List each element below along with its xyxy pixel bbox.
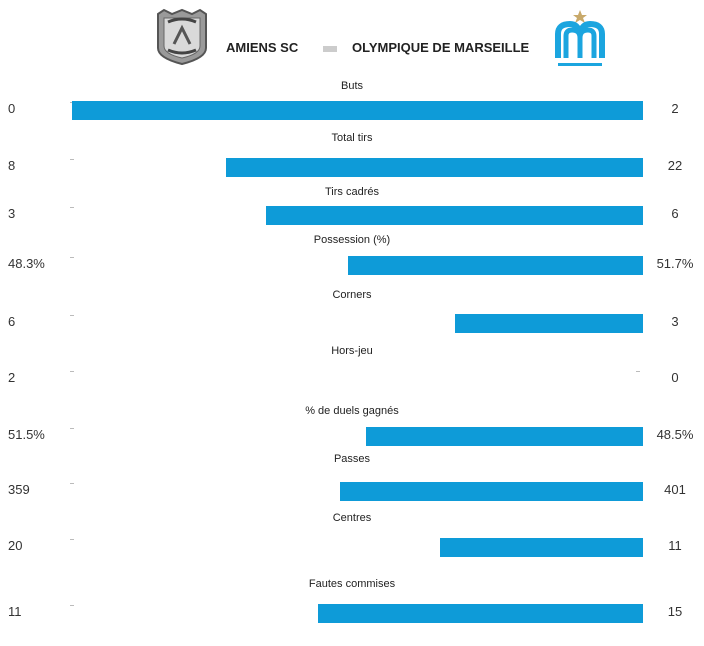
stat-7-home-value: 359 xyxy=(8,482,30,497)
stat-9-label: Fautes commises xyxy=(308,578,396,590)
stat-2-label: Tirs cadrés xyxy=(325,186,379,198)
stat-8-label: Centres xyxy=(332,512,372,524)
stat-8-away-value: 11 xyxy=(668,538,682,553)
stat-1-tick xyxy=(70,159,74,160)
stat-0-away-bar xyxy=(72,101,643,120)
stat-5-away-tick xyxy=(636,371,640,372)
stat-6-tick xyxy=(70,428,74,429)
stat-4-home-value: 6 xyxy=(8,314,16,329)
stat-1-away-value: 22 xyxy=(667,158,683,173)
stat-3-home-value: 48.3% xyxy=(8,256,45,271)
stat-3-away-bar xyxy=(348,256,643,275)
stat-7-tick xyxy=(70,483,74,484)
stat-1-label: Total tirs xyxy=(331,132,373,144)
stat-5-away-value: 0 xyxy=(671,370,679,385)
stat-0-home-value: 0 xyxy=(8,101,16,116)
stat-1-away-bar xyxy=(226,158,643,177)
stat-5-home-value: 2 xyxy=(8,370,16,385)
away-team-name: OLYMPIQUE DE MARSEILLE xyxy=(352,40,530,55)
stat-3-tick xyxy=(70,257,74,258)
stat-5-tick xyxy=(70,371,74,372)
stat-4-away-bar xyxy=(455,314,643,333)
stat-8-away-bar xyxy=(440,538,643,557)
stat-0-away-value: 2 xyxy=(671,101,679,116)
stat-6-label: % de duels gagnés xyxy=(305,405,399,417)
stat-2-away-value: 6 xyxy=(671,206,679,221)
stat-8-home-value: 20 xyxy=(8,538,23,553)
stat-9-away-bar xyxy=(318,604,643,623)
stat-4-tick xyxy=(70,315,74,316)
stat-9-away-value: 15 xyxy=(667,604,683,619)
stat-2-home-value: 3 xyxy=(8,206,16,221)
stat-5-label: Hors-jeu xyxy=(331,345,373,357)
stat-6-away-bar xyxy=(366,427,643,446)
stat-0-label: Buts xyxy=(340,80,363,92)
stat-9-tick xyxy=(70,605,74,606)
stat-7-away-value: 401 xyxy=(664,482,686,497)
stat-7-label: Passes xyxy=(333,453,371,465)
home-team-name: AMIENS SC xyxy=(226,40,299,55)
stat-4-label: Corners xyxy=(332,289,372,301)
stat-9-home-value: 11 xyxy=(8,604,22,619)
stat-2-tick xyxy=(70,207,74,208)
stat-1-home-value: 8 xyxy=(8,158,16,173)
stat-7-away-bar xyxy=(340,482,643,501)
stat-4-away-value: 3 xyxy=(671,314,679,329)
stat-2-away-bar xyxy=(266,206,643,225)
stat-3-label: Possession (%) xyxy=(313,234,391,246)
stat-6-home-value: 51.5% xyxy=(8,427,45,442)
stat-3-away-value: 51.7% xyxy=(656,256,694,271)
stat-6-away-value: 48.5% xyxy=(656,427,694,442)
stat-8-tick xyxy=(70,539,74,540)
